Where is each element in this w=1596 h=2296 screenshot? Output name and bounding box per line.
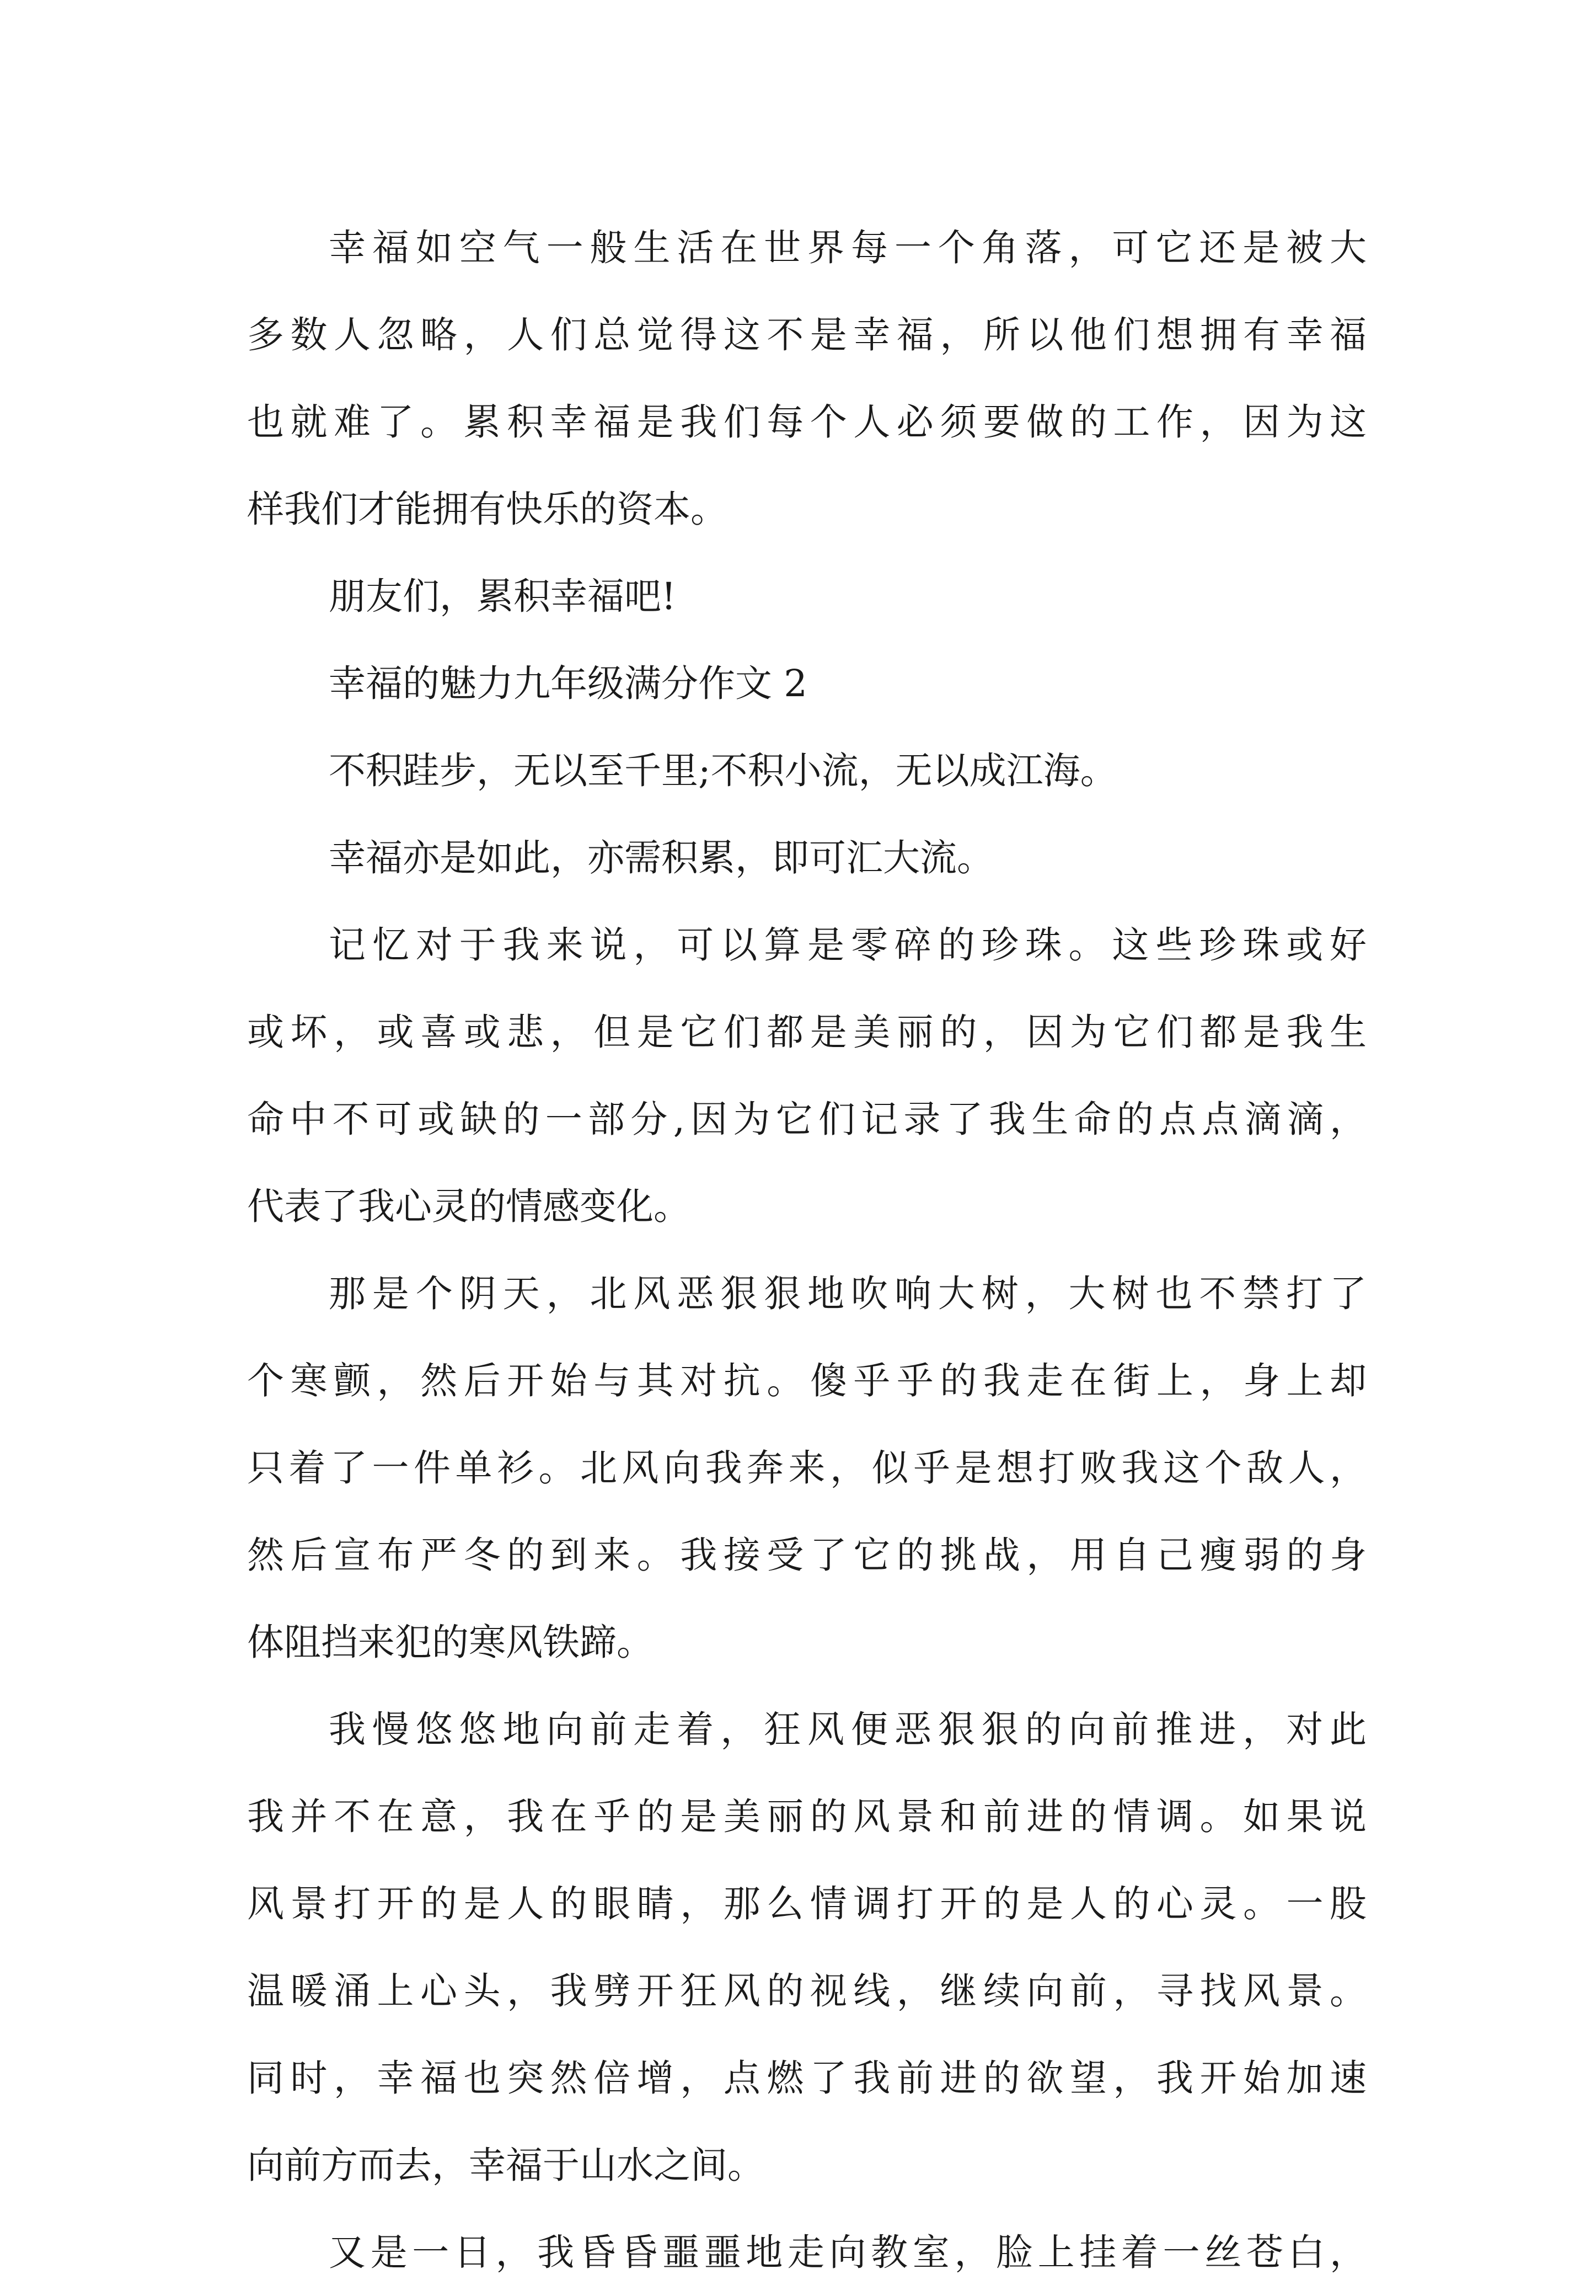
text-line: 体阻挡来犯的寒风铁蹄。 <box>247 1621 654 1664</box>
text-line: 也就难了。累积幸福是我们每个人必须要做的工作，因为这 <box>247 401 1367 444</box>
text-line: 然后宣布严冬的到来。我接受了它的挑战，用自己瘦弱的身 <box>247 1534 1367 1577</box>
text-line: 风景打开的是人的眼睛，那么情调打开的是人的心灵。一股 <box>247 1882 1367 1925</box>
text-line: 或坏，或喜或悲，但是它们都是美丽的，因为它们都是我生 <box>247 1011 1367 1054</box>
text-line: 样我们才能拥有快乐的资本。 <box>247 488 727 531</box>
document-body <box>247 204 1367 2296</box>
text-line: 代表了我心灵的情感变化。 <box>247 1185 690 1228</box>
text-line: 我并不在意，我在乎的是美丽的风景和前进的情调。如果说 <box>247 1795 1367 1838</box>
text-line: 只着了一件单衫。北风向我奔来，似乎是想打败我这个敌人， <box>247 1446 1367 1489</box>
text-line: 我慢悠悠地向前走着，狂风便恶狠狠的向前推进，对此 <box>329 1708 1367 1751</box>
text-line: 向前方而去，幸福于山水之间。 <box>247 2144 764 2187</box>
text-line: 又是一日，我昏昏噩噩地走向教室，脸上挂着一丝苍白， <box>329 2231 1367 2274</box>
text-line: 个寒颤，然后开始与其对抗。傻乎乎的我走在街上，身上却 <box>247 1359 1367 1402</box>
text-line: 同时，幸福也突然倍增，点燃了我前进的欲望，我开始加速 <box>247 2057 1367 2100</box>
text-line: 不积跬步，无以至千里;不积小流，无以成江海。 <box>329 749 1117 792</box>
text-line: 多数人忽略，人们总觉得这不是幸福，所以他们想拥有幸福 <box>247 313 1367 356</box>
text-line: 那是个阴天，北风恶狠狠地吹响大树，大树也不禁打了 <box>329 1272 1367 1315</box>
text-line: 温暖涌上心头，我劈开狂风的视线，继续向前，寻找风景。 <box>247 1969 1367 2012</box>
text-line: 命中不可或缺的一部分,因为它们记录了我生命的点点滴滴， <box>247 1098 1367 1141</box>
text-line: 朋友们，累积幸福吧! <box>329 575 676 618</box>
text-line: 记忆对于我来说，可以算是零碎的珍珠。这些珍珠或好 <box>329 923 1367 967</box>
essay-heading: 幸福的魅力九年级满分作文 2 <box>329 662 807 705</box>
text-line: 幸福如空气一般生活在世界每一个角落，可它还是被大 <box>329 226 1367 269</box>
text-line: 幸福亦是如此，亦需积累，即可汇大流。 <box>329 836 994 879</box>
